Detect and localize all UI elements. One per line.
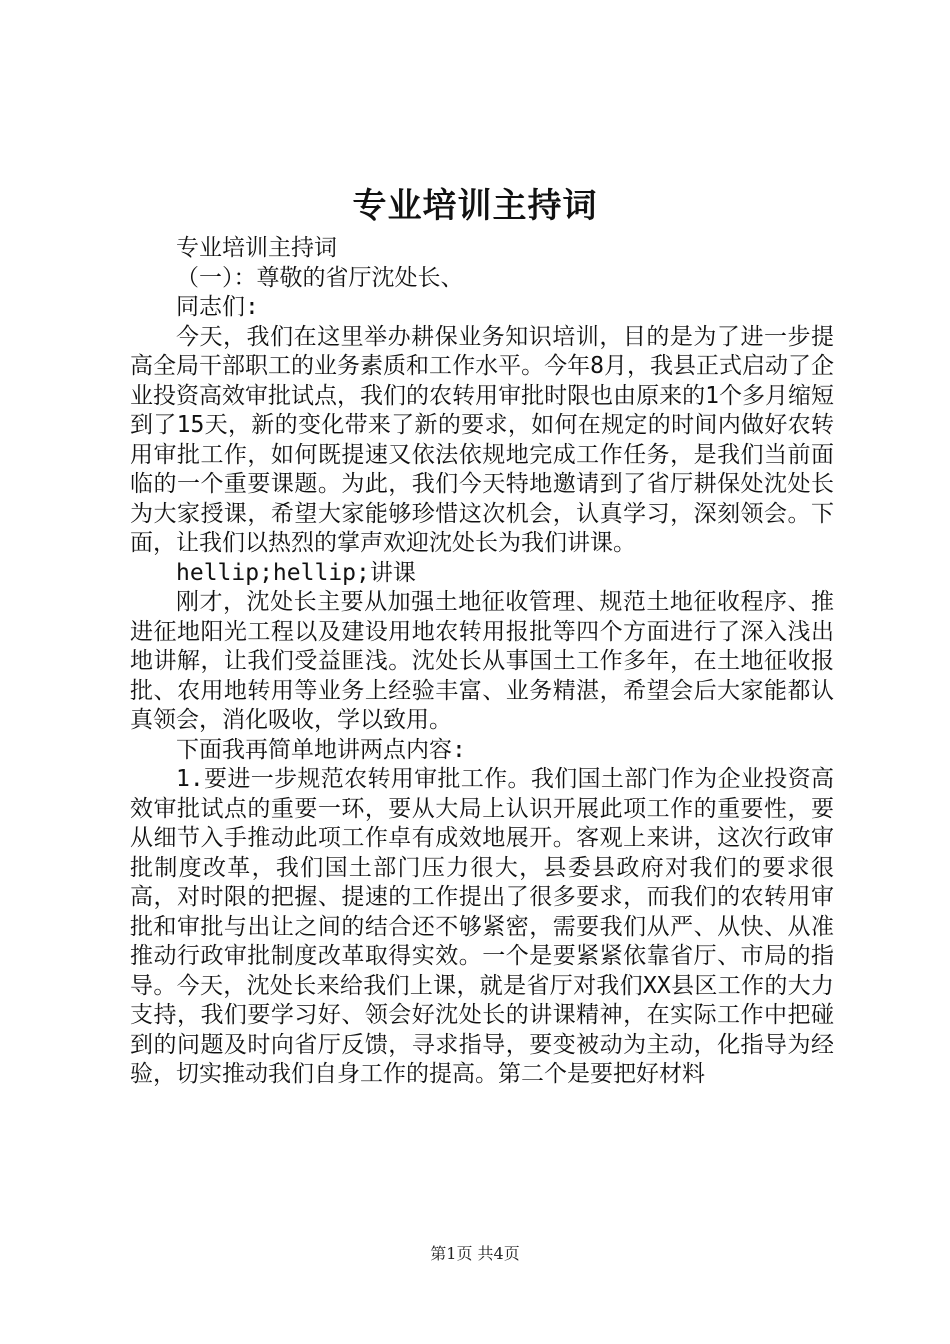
- paragraph-subtitle: 专业培训主持词: [176, 235, 337, 261]
- paragraph-lecture-marker: hellip;hellip;讲课: [176, 559, 416, 586]
- paragraph-opening: 今天，我们在这里举办耕保业务知识培训，目的是为了进一步提高全局干部职工的业务素质和工作水平。今年8月，我县正式启动了企业投资高效审批试点，我们的农转用审批时限也由原来的1个多月缩短到了15天，新的变化带来了新的要求，如何在规定的时间内做好农转用审批工作，如何既提速又依法依规地完成工作任务，是我们当前面临的一个重要课题。为此，我们今天特地邀请到了省厅耕保处沈处长为大家授课，希望大家能够珍惜这次机会，认真学习，深刻领会。下面，让我们以热烈的掌声欢迎沈处长为我们讲课。: [130, 323, 834, 556]
- paragraph-summary: 刚才，沈处长主要从加强土地征收管理、规范土地征收程序、推进征地阳光工程以及建设用地农转用报批等四个方面进行了深入浅出地讲解，让我们受益匪浅。沈处长从事国土工作多年，在土地征收报批、农用地转用等业务上经验丰富、业务精湛，希望会后大家能都认真领会，消化吸收，学以致用。: [130, 589, 834, 733]
- document-body: [130, 234, 834, 1090]
- paragraph-point-1: 1.要进一步规范农转用审批工作。我们国土部门作为企业投资高效审批试点的重要一环，要从大局上认识开展此项工作的重要性，要从细节入手推动此项工作卓有成效地展开。客观上来讲，这次行政审批制度改革，我们国土部门压力很大，县委县政府对我们的要求很高，对时限的把握、提速的工作提出了很多要求，而我们的农转用审批和审批与出让之间的结合还不够紧密，需要我们从严、从快、从准推动行政审批制度改革取得实效。一个是要紧紧依靠省厅、市局的指导。今天，沈处长来给我们上课，就是省厅对我们XX县区工作的大力支持，我们要学习好、领会好沈处长的讲课精神，在实际工作中把碰到的问题及时向省厅反馈，寻求指导，要变被动为主动，化指导为经验，切实推动我们自身工作的提高。第二个是要把好材料: [130, 766, 834, 1087]
- page-footer: 第1页 共4页: [430, 1244, 520, 1263]
- paragraph-transition: 下面我再简单地讲两点内容:: [176, 736, 466, 763]
- document-title: 专业培训主持词: [352, 186, 598, 226]
- paragraph-salutation-2: 同志们:: [176, 294, 259, 320]
- paragraph-salutation-1: （一）：尊敬的省厅沈处长、: [176, 264, 464, 291]
